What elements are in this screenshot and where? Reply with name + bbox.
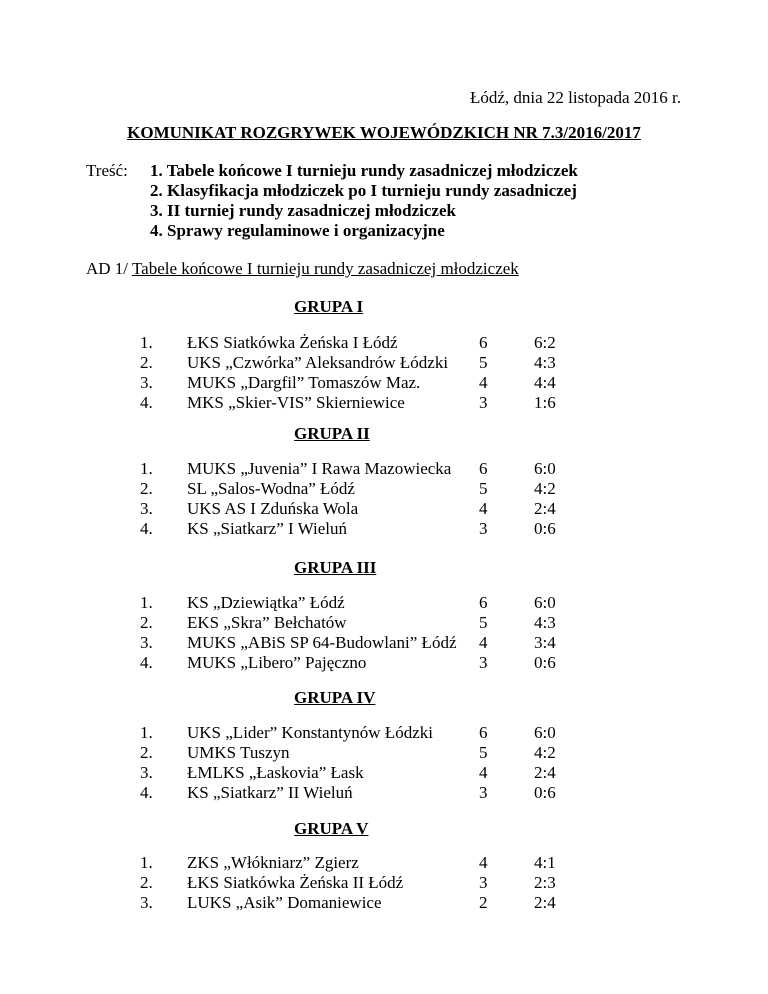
table-row: [0, 479, 768, 499]
position: 3.: [140, 633, 153, 652]
points: 5: [479, 353, 488, 372]
table-row: [0, 633, 768, 653]
table-row: [0, 459, 768, 479]
team-name: UMKS Tuszyn: [187, 743, 290, 762]
team-name: ŁKS Siatkówka Żeńska I Łódź: [187, 333, 398, 352]
team-name: EKS „Skra” Bełchatów: [187, 613, 347, 632]
sets-score: 4:2: [534, 479, 556, 498]
section-prefix: AD 1/: [86, 259, 132, 278]
points: 4: [479, 633, 488, 652]
position: 4.: [140, 653, 153, 672]
table-row: [0, 893, 768, 913]
table-row: [0, 723, 768, 743]
group-3-title: GRUPA III: [294, 558, 377, 577]
points: 6: [479, 723, 488, 742]
points: 3: [479, 519, 488, 538]
table-row: [0, 353, 768, 373]
section-title: Tabele końcowe I turnieju rundy zasadniczej młodziczek: [131, 259, 519, 278]
points: 6: [479, 333, 488, 352]
points: 4: [479, 763, 488, 782]
sets-score: 0:6: [534, 653, 556, 672]
contents-item: 4. Sprawy regulaminowe i organizacyjne: [150, 221, 445, 240]
position: 1.: [140, 333, 153, 352]
table-row: [0, 743, 768, 763]
position: 4.: [140, 783, 153, 802]
team-name: SL „Salos-Wodna” Łódź: [187, 479, 355, 498]
team-name: KS „Dziewiątka” Łódź: [187, 593, 345, 612]
sets-score: 4:4: [534, 373, 556, 392]
group-2-table: [0, 459, 768, 539]
group-1-title: GRUPA I: [294, 297, 364, 316]
points: 3: [479, 653, 488, 672]
table-row: [0, 519, 768, 539]
section-ad1-heading: [86, 259, 519, 279]
sets-score: 2:3: [534, 873, 556, 892]
team-name: MKS „Skier-VIS” Skierniewice: [187, 393, 405, 412]
points: 4: [479, 853, 488, 872]
group-5-title: GRUPA V: [294, 819, 369, 838]
group-2-title: GRUPA II: [294, 424, 370, 443]
sets-score: 4:1: [534, 853, 556, 872]
team-name: KS „Siatkarz” II Wieluń: [187, 783, 353, 802]
points: 6: [479, 459, 488, 478]
table-row: [0, 593, 768, 613]
position: 3.: [140, 763, 153, 782]
team-name: UKS „Czwórka” Aleksandrów Łódzki: [187, 353, 449, 372]
sets-score: 1:6: [534, 393, 556, 412]
table-row: [0, 373, 768, 393]
points: 3: [479, 783, 488, 802]
table-row: [0, 333, 768, 353]
position: 3.: [140, 499, 153, 518]
sets-score: 4:3: [534, 353, 556, 372]
points: 4: [479, 373, 488, 392]
group-1-table: [0, 333, 768, 413]
contents-list: [150, 161, 578, 241]
points: 5: [479, 613, 488, 632]
team-name: UKS AS I Zduńska Wola: [187, 499, 359, 518]
team-name: UKS „Lider” Konstantynów Łódzki: [187, 723, 433, 742]
points: 3: [479, 873, 488, 892]
points: 3: [479, 393, 488, 412]
table-row: [0, 613, 768, 633]
sets-score: 2:4: [534, 763, 556, 782]
team-name: MUKS „ABiS SP 64-Budowlani” Łódź: [187, 633, 457, 652]
sets-score: 4:3: [534, 613, 556, 632]
team-name: ŁMLKS „Łaskovia” Łask: [187, 763, 364, 782]
sets-score: 6:0: [534, 459, 556, 478]
position: 4.: [140, 519, 153, 538]
group-4-table: [0, 723, 768, 803]
team-name: LUKS „Asik” Domaniewice: [187, 893, 382, 912]
sets-score: 6:2: [534, 333, 556, 352]
team-name: ŁKS Siatkówka Żeńska II Łódź: [187, 873, 404, 892]
position: 2.: [140, 353, 153, 372]
team-name: MUKS „Juvenia” I Rawa Mazowiecka: [187, 459, 452, 478]
table-row: [0, 873, 768, 893]
table-row: [0, 499, 768, 519]
sets-score: 3:4: [534, 633, 556, 652]
points: 2: [479, 893, 488, 912]
team-name: MUKS „Dargfil” Tomaszów Maz.: [187, 373, 421, 392]
sets-score: 2:4: [534, 499, 556, 518]
sets-score: 6:0: [534, 593, 556, 612]
group-3-table: [0, 593, 768, 673]
contents-label: Treść:: [86, 161, 128, 180]
document-date: Łódź, dnia 22 listopada 2016 r.: [469, 88, 681, 107]
contents-item: 2. Klasyfikacja młodziczek po I turnieju rundy zasadniczej: [150, 181, 577, 200]
sets-score: 2:4: [534, 893, 556, 912]
sets-score: 0:6: [534, 783, 556, 802]
sets-score: 0:6: [534, 519, 556, 538]
position: 1.: [140, 459, 153, 478]
contents-item: 1. Tabele końcowe I turnieju rundy zasadniczej młodziczek: [150, 161, 578, 180]
points: 4: [479, 499, 488, 518]
table-row: [0, 653, 768, 673]
position: 2.: [140, 873, 153, 892]
contents-item: 3. II turniej rundy zasadniczej młodziczek: [150, 201, 456, 220]
points: 6: [479, 593, 488, 612]
sets-score: 4:2: [534, 743, 556, 762]
position: 3.: [140, 893, 153, 912]
table-row: [0, 783, 768, 803]
sets-score: 6:0: [534, 723, 556, 742]
position: 2.: [140, 479, 153, 498]
points: 5: [479, 743, 488, 762]
table-row: [0, 393, 768, 413]
group-4-title: GRUPA IV: [294, 688, 376, 707]
position: 1.: [140, 853, 153, 872]
position: 2.: [140, 613, 153, 632]
points: 5: [479, 479, 488, 498]
table-row: [0, 763, 768, 783]
position: 3.: [140, 373, 153, 392]
position: 1.: [140, 593, 153, 612]
group-5-table: [0, 853, 768, 913]
team-name: MUKS „Libero” Pajęczno: [187, 653, 367, 672]
team-name: KS „Siatkarz” I Wieluń: [187, 519, 347, 538]
position: 2.: [140, 743, 153, 762]
position: 1.: [140, 723, 153, 742]
position: 4.: [140, 393, 153, 412]
table-row: [0, 853, 768, 873]
document-title: KOMUNIKAT ROZGRYWEK WOJEWÓDZKICH NR 7.3/2016/2017: [127, 123, 641, 142]
team-name: ZKS „Włókniarz” Zgierz: [187, 853, 359, 872]
